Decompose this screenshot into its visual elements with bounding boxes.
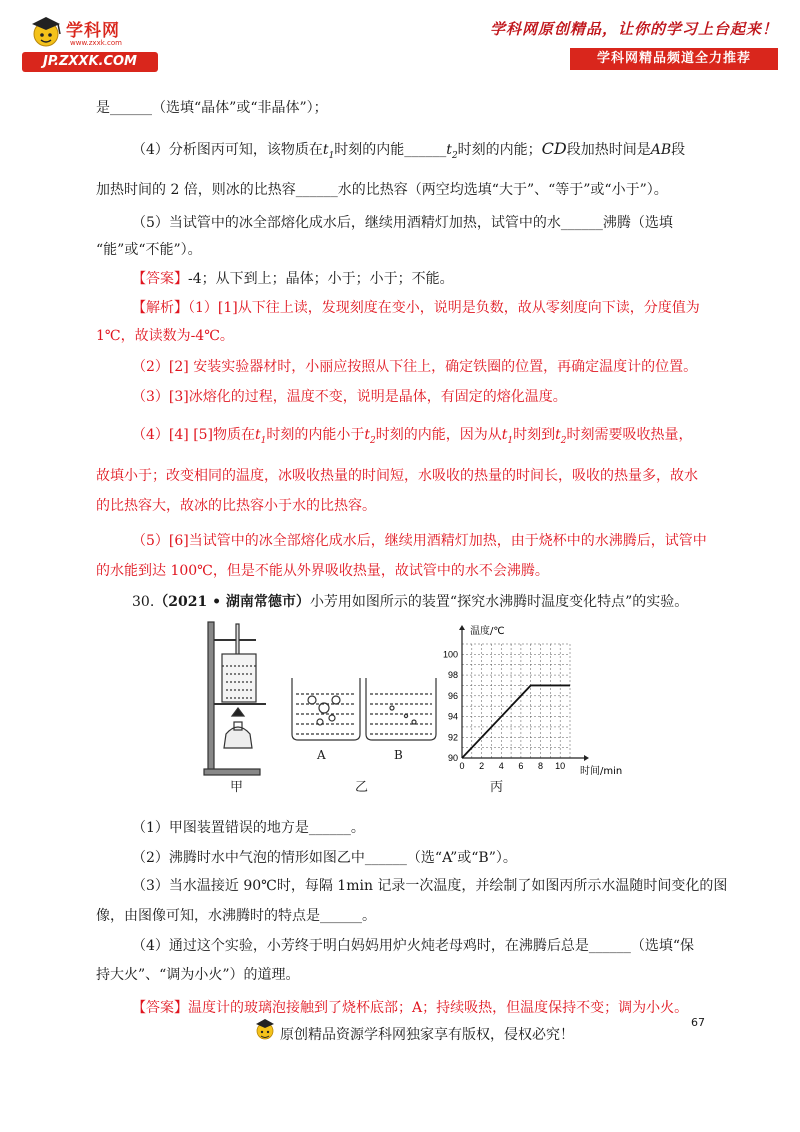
x-tick-label: 4 — [498, 761, 504, 771]
var-cd: CD — [541, 139, 567, 158]
label-b: B — [394, 748, 403, 762]
var-t1: $t_1$ — [501, 427, 514, 446]
question-30-title — [132, 592, 688, 612]
question-line: 加热时间的 2 倍，则冰的比热容______水的比热容（两空均选填“大于”、“等于”或“小于”）。 — [96, 182, 668, 198]
y-tick-label: 94 — [447, 711, 458, 722]
explanation-line: 1℃，故读数为-4℃。 — [96, 328, 234, 344]
x-axis-arrow — [584, 755, 589, 761]
header-slogan: 学科网原创精品，让你的学习上台起来！ — [489, 20, 778, 38]
explanation-line: （4）[4] [5]物质在$t_1$时刻的内能小于$t_2$时刻的内能，因为从$t_1$时刻到$t_2$时刻需要吸收热量， — [132, 427, 693, 446]
y-tick-label: 92 — [447, 732, 458, 743]
question-source: （2021 • 湖南常德市） — [154, 594, 310, 610]
logo-name: 学科网 — [66, 21, 120, 41]
answer-tag: 【答案】 — [132, 1000, 188, 1016]
x-tick-label: 10 — [555, 761, 566, 771]
var-t1: $t_1$ — [322, 142, 335, 161]
answer-text: -4；从下到上；晶体；小于；小于；不能。 — [188, 271, 454, 287]
y-axis-arrow — [459, 625, 465, 630]
experiment-figure — [200, 616, 623, 796]
y-tick-label: 98 — [447, 670, 458, 681]
y-tick-label: 100 — [442, 649, 458, 660]
data-line — [462, 685, 570, 758]
answer-tag: 【答案】 — [132, 271, 188, 287]
explanation-line: 的比热容大，故冰的比热容小于水的比热容。 — [96, 498, 376, 514]
question-stem: 小芳用如图所示的装置“探究水沸腾时温度变化特点”的实验。 — [309, 594, 689, 610]
footer-copyright: 原创精品资源学科网独家享有版权，侵权必究！ — [280, 1027, 574, 1043]
explanation-line: 【解析】（1）[1]从下往上读，发现刻度在变小，说明是负数，故从零刻度向下读，分度值为 — [132, 300, 700, 316]
var-t2: $t_2$ — [555, 427, 567, 446]
answer-line — [132, 998, 688, 1018]
question-part-2: （2）沸腾时水中气泡的情形如图乙中______（选“A”或“B”）。 — [132, 850, 517, 866]
beaker-b — [366, 678, 436, 740]
mascot-icon — [28, 14, 64, 52]
var-t2: $t_2$ — [446, 142, 458, 161]
var-t1: $t_1$ — [255, 427, 267, 446]
question-line-4 — [132, 139, 685, 166]
y-tick-label: 90 — [447, 753, 458, 763]
logo-url: www.zxxk.com — [70, 39, 122, 47]
y-axis-label: 温度/℃ — [470, 626, 505, 637]
apparatus-diagram — [200, 616, 623, 796]
text-segment: 段加热时间是 — [566, 142, 651, 158]
answer-text: 温度计的玻璃泡接触到了烧杯底部；A；持续吸热，但温度保持不变；调为小火。 — [188, 1000, 689, 1016]
answer-line — [132, 269, 454, 289]
explanation-tag: 【解析】 — [132, 300, 188, 316]
explanation-line: （3）[3]冰熔化的过程，温度不变，说明是晶体，有固定的熔化温度。 — [132, 389, 567, 405]
text-segment: 段 — [671, 142, 686, 158]
question-line-5: （5）当试管中的冰全部熔化成水后，继续用酒精灯加热，试管中的水______沸腾（选填 — [132, 215, 673, 231]
logo-banner: JP.ZXXK.COM — [22, 52, 158, 72]
channel-banner: 学科网精品频道全力推荐 — [570, 48, 778, 70]
caption-jia: 甲 — [230, 780, 244, 795]
page-number: 67 — [691, 1016, 705, 1029]
caption-yi: 乙 — [355, 780, 369, 795]
question-line: “能”或“不能”）。 — [96, 242, 202, 258]
var-ab: AB — [650, 142, 672, 158]
temperature-chart — [443, 624, 622, 777]
question-part-4-cont: 持大火”、“调为小火”）的道理。 — [96, 967, 300, 983]
apparatus-jia — [204, 622, 266, 775]
question-part-3-cont: 像，由图像可知，水沸腾时的特点是______。 — [96, 908, 376, 924]
x-tick-label: 0 — [459, 761, 465, 771]
explanation-line: 故填小于；改变相同的温度，冰吸收热量的时间短，水吸收的热量的时间长，吸收的热量多，故水 — [96, 468, 698, 484]
label-a: A — [317, 748, 326, 762]
beaker-a — [292, 678, 360, 740]
x-axis-label: 时间/min — [580, 766, 623, 777]
question-part-3: （3）当水温接近 90℃时，每隔 1min 记录一次温度，并绘制了如图丙所示水温随时间变化的图 — [132, 878, 728, 894]
question-number: 30. — [132, 594, 155, 610]
var-t2: $t_2$ — [364, 427, 376, 446]
brand-logo[interactable] — [22, 14, 162, 74]
caption-bing: 丙 — [490, 780, 504, 795]
x-tick-label: 2 — [479, 761, 485, 771]
mascot-icon — [254, 1016, 276, 1044]
x-tick-label: 6 — [518, 761, 524, 771]
text-segment: 时刻的内能______ — [334, 142, 447, 158]
text-segment: 时刻的内能； — [457, 142, 542, 158]
question-part-1: （1）甲图装置错误的地方是______。 — [132, 820, 365, 836]
explanation-line: （5）[6]当试管中的冰全部熔化成水后，继续用酒精灯加热，由于烧杯中的水沸腾后，试管中 — [132, 533, 707, 549]
question-line: 是______（选填“晶体”或“非晶体”）； — [96, 100, 328, 116]
y-tick-label: 96 — [447, 690, 458, 701]
text-segment: （4）分析图丙可知，该物质在 — [132, 142, 323, 158]
explanation-line: 的水能到达 100℃，但是不能从外界吸收热量，故试管中的水不会沸腾。 — [96, 563, 549, 579]
question-part-4: （4）通过这个实验，小芳终于明白妈妈用炉火炖老母鸡时，在沸腾后总是______（选填“保 — [132, 938, 695, 954]
explanation-line: （2）[2] 安装实验器材时，小丽应按照从下往上，确定铁圈的位置，再确定温度计的位置。 — [132, 359, 698, 375]
x-tick-label: 8 — [538, 761, 544, 771]
